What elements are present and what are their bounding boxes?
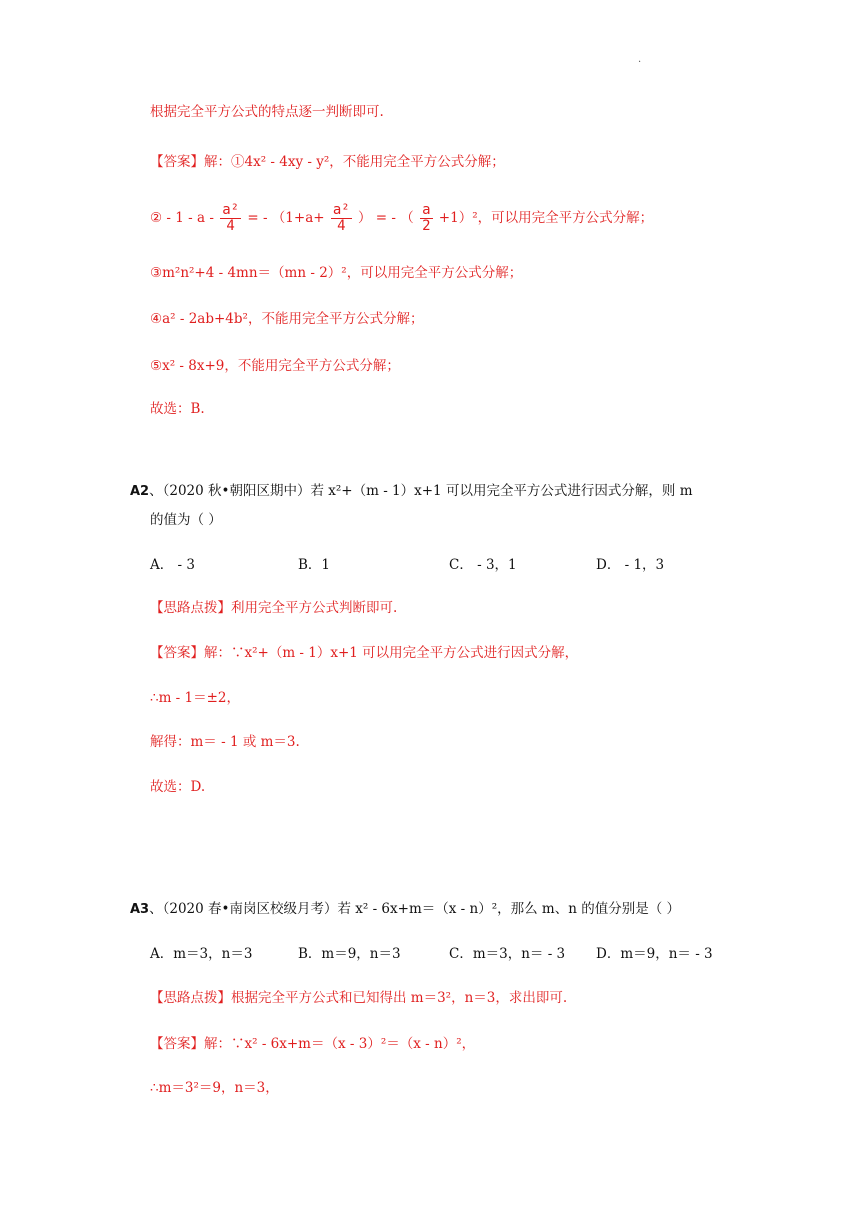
s1-answer-line-4: ④a² - 2ab+4b²，不能用完全平方公式分解； [150, 311, 424, 327]
s1-expr-b: = - （1+a+ [247, 210, 325, 226]
a3-answer-line-2: ∴m＝3²＝9，n＝3， [150, 1080, 279, 1096]
page-mark: . [638, 54, 642, 65]
s1-hint-text: 根据完全平方公式的特点逐一判断即可. [150, 104, 384, 120]
a2-option-a: A． - 3 [150, 557, 195, 573]
question-a3-stem-text: 、（2020 春•南岗区校级月考）若 x² - 6x+m＝（x - n）²，那么 m、n 的值分别是（ ） [149, 901, 680, 917]
s1-expr-a: ② - 1 - a - [150, 210, 214, 226]
question-a2-label: A2 [130, 484, 150, 499]
s1-expr-c: ） = - （ [358, 210, 414, 226]
s1-choice: 故选：B. [150, 401, 205, 417]
a2-choice: 故选：D. [150, 779, 206, 795]
s1-answer-line-5: ⑤x² - 8x+9，不能用完全平方公式分解； [150, 358, 400, 374]
s1-answer-line-1: 【答案】解：①4x² - 4xy - y²，不能用完全平方公式分解； [150, 154, 505, 170]
s1-answer-line-2 [150, 198, 653, 238]
fraction-1-numerator: a² [222, 202, 240, 218]
fraction-2-denominator: 4 [337, 218, 346, 234]
fraction-2-numerator: a² [332, 202, 350, 218]
fraction-3 [420, 203, 432, 234]
question-a3-label: A3 [130, 902, 150, 917]
a2-answer-line-1: 【答案】解：∵x²+（m - 1）x+1 可以用完全平方公式进行因式分解， [150, 645, 579, 661]
a3-option-d: D．m＝9，n＝ - 3 [596, 946, 713, 962]
fraction-3-numerator: a [422, 202, 431, 218]
a2-hint: 【思路点拨】利用完全平方公式判断即可. [150, 600, 398, 616]
a3-answer-line-1: 【答案】解：∵x² - 6x+m＝（x - 3）²＝（x - n）²， [150, 1036, 476, 1052]
a2-answer-line-2: ∴m - 1＝±2， [150, 690, 241, 706]
a2-option-b: B．1 [298, 557, 331, 573]
question-a2-stem [130, 481, 693, 502]
a2-answer-line-3: 解得：m＝ - 1 或 m＝3. [150, 734, 300, 750]
a3-hint: 【思路点拨】根据完全平方公式和已知得出 m＝3²，n＝3，求出即可. [150, 990, 568, 1006]
a3-option-b: B．m＝9，n＝3 [298, 946, 401, 962]
fraction-3-denominator: 2 [422, 218, 431, 234]
a2-option-c: C． - 3，1 [449, 557, 517, 573]
fraction-1-denominator: 4 [226, 218, 235, 234]
a2-option-d: D． - 1，3 [596, 557, 665, 573]
question-a2-stem-text: 、（2020 秋•朝阳区期中）若 x²+（m - 1）x+1 可以用完全平方公式进行因式分解，则 m [149, 483, 693, 499]
fraction-2 [331, 203, 352, 234]
s1-expr-d: +1）²，可以用完全平方公式分解； [438, 210, 654, 226]
a3-option-c: C．m＝3，n＝ - 3 [449, 946, 566, 962]
question-a2-stem-2: 的值为（ ） [150, 512, 222, 528]
a3-option-a: A．m＝3，n＝3 [150, 946, 253, 962]
s1-answer-line-3: ③m²n²+4 - 4mn＝（mn - 2）²，可以用完全平方公式分解； [150, 265, 523, 281]
question-a3-stem [130, 899, 680, 920]
fraction-1 [220, 203, 241, 234]
